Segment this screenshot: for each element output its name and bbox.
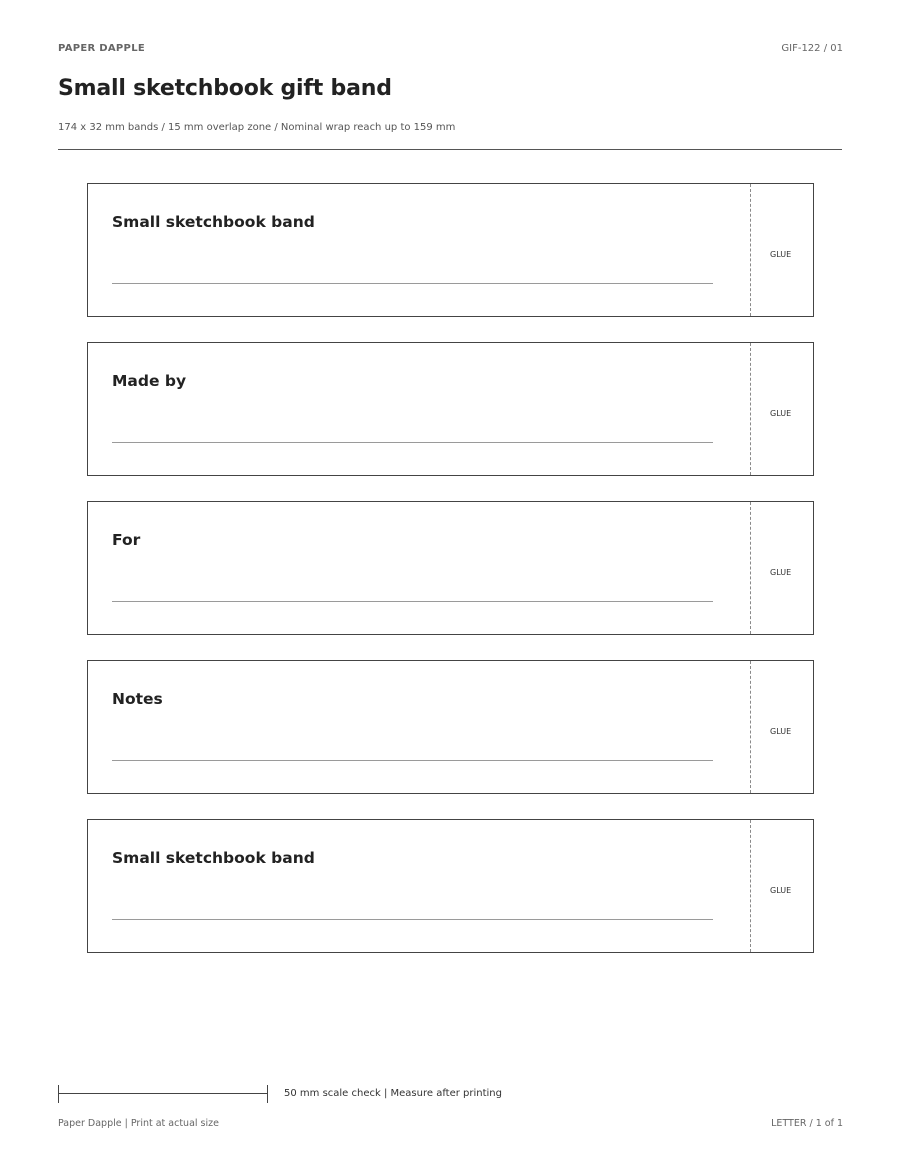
band-label: Small sketchbook band [112,213,315,231]
band-label: Small sketchbook band [112,849,315,867]
brand-name: PAPER DAPPLE [58,43,145,54]
document-code: GIF-122 / 01 [781,43,843,54]
gift-band [87,501,814,635]
write-in-line [112,442,713,443]
scale-check-label: 50 mm scale check | Measure after printing [284,1088,502,1099]
band-label: Made by [112,372,187,390]
overlap-fold-line [750,502,751,634]
glue-zone-label: GLUE [770,568,792,577]
write-in-line [112,919,713,920]
page-title: Small sketchbook gift band [58,76,392,101]
scale-check-bar [58,1085,268,1103]
band-label: Notes [112,690,163,708]
gift-band [87,819,814,953]
overlap-fold-line [750,184,751,316]
glue-zone-label: GLUE [770,727,792,736]
band-label: For [112,531,141,549]
scale-tick-start [58,1085,59,1103]
page-indicator: LETTER / 1 of 1 [771,1118,843,1129]
write-in-line [112,760,713,761]
gift-band [87,183,814,317]
glue-zone-label: GLUE [770,886,792,895]
write-in-line [112,283,713,284]
overlap-fold-line [750,343,751,475]
overlap-fold-line [750,661,751,793]
gift-band [87,660,814,794]
gift-band [87,342,814,476]
overlap-fold-line [750,820,751,952]
band-list [87,183,814,978]
scale-line [58,1093,267,1094]
glue-zone-label: GLUE [770,409,792,418]
page-subtitle: 174 x 32 mm bands / 15 mm overlap zone / Nominal wrap reach up to 159 mm [58,122,456,133]
glue-zone-label: GLUE [770,250,792,259]
write-in-line [112,601,713,602]
scale-tick-end [267,1085,268,1103]
header-divider [58,149,842,150]
footer-note: Paper Dapple | Print at actual size [58,1118,219,1129]
